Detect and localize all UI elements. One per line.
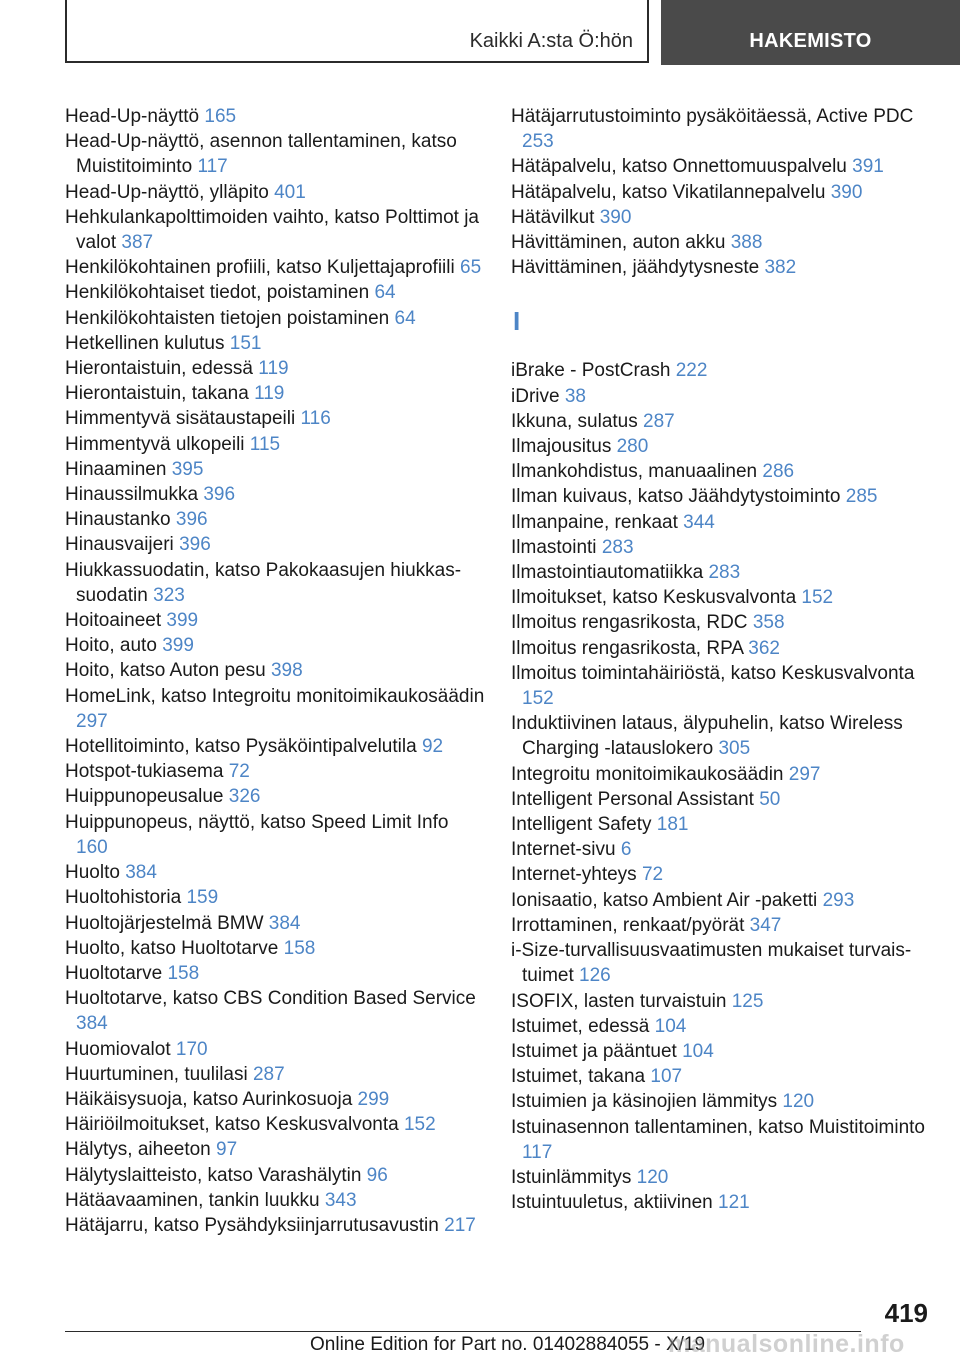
page-number: 419	[884, 1298, 928, 1328]
page-reference-link[interactable]: 358	[752, 612, 785, 634]
page-reference-link[interactable]: 347	[749, 914, 782, 936]
index-entry-text: Intelligent Personal Assistant	[511, 788, 754, 810]
chapter-tab	[661, 0, 960, 65]
index-entry-text: Hoito, auto	[65, 635, 157, 657]
index-entry	[511, 938, 931, 988]
page-reference-link[interactable]: 399	[166, 610, 199, 632]
page-reference-link[interactable]: 152	[522, 688, 554, 710]
index-entry-text: Henkilökohtaiset tiedot, poistaminen	[65, 282, 370, 304]
index-entry-text: Ilmoitus rengasrikosta, RDC	[511, 612, 748, 634]
page-reference-link[interactable]: 326	[228, 786, 261, 808]
watermark-logo: manualsonline.info	[668, 1330, 905, 1358]
index-entry	[511, 535, 931, 560]
page-reference-link[interactable]: 117	[522, 1141, 553, 1163]
index-entry-text: Himmentyvä ulkopeili	[65, 433, 245, 455]
page-reference-link[interactable]: 362	[748, 637, 780, 659]
index-entry	[65, 280, 485, 305]
index-entry-text: HomeLink, katso Integroitu monitoimikaukosäädin	[65, 685, 485, 707]
page-reference-link[interactable]: 158	[167, 962, 200, 984]
index-entry-text: Huoltojärjestelmä BMW	[65, 912, 264, 934]
index-entry	[65, 356, 485, 381]
index-entry	[511, 913, 931, 938]
index-entry	[511, 255, 931, 280]
index-entry-text: Huurtuminen, tuulilasi	[65, 1063, 248, 1085]
index-entry	[511, 358, 931, 383]
page-reference-link[interactable]: 391	[852, 156, 884, 178]
index-entry	[65, 482, 485, 507]
page-reference-link[interactable]: 152	[801, 587, 834, 609]
index-entry	[511, 230, 931, 255]
index-entry-text: Häiriöilmoitukset, katso Keskusvalvonta	[65, 1114, 399, 1136]
index-entry	[65, 1062, 485, 1087]
index-entry-text: Huippunopeusalue	[65, 786, 224, 808]
index-entry-text: Huomiovalot	[65, 1038, 171, 1060]
index-entry	[511, 837, 931, 862]
page-reference-link[interactable]: 396	[203, 484, 236, 506]
index-entry-text: Huoltotarve	[65, 962, 163, 984]
index-entry-text: Istuimien ja käsinojien lämmitys	[511, 1091, 778, 1113]
page-reference-link[interactable]: 395	[171, 458, 204, 480]
index-entry	[65, 507, 485, 532]
page-reference-link[interactable]: 72	[641, 864, 664, 886]
index-entry	[65, 104, 485, 129]
index-entry-text: Hätävilkut	[511, 206, 595, 228]
page-reference-link[interactable]: 222	[675, 360, 708, 382]
page-reference-link[interactable]: 390	[599, 206, 632, 228]
page-reference-link[interactable]: 287	[252, 1063, 285, 1085]
index-entry	[511, 610, 931, 635]
index-entry	[511, 812, 931, 837]
index-entry-text: Head-Up-näyttö, asennon tallentaminen, katso Muistitoiminto	[65, 131, 457, 178]
page-reference-link[interactable]: 115	[249, 433, 281, 455]
index-entry-text: Huoltohistoria	[65, 887, 182, 909]
index-entry	[511, 510, 931, 535]
index-entry-text: Hätäjarrutustoiminto pysäköitäessä, Active PDC	[511, 106, 914, 127]
index-entry	[511, 762, 931, 787]
index-entry	[65, 608, 485, 633]
index-entry-text: Hetkellinen kulutus	[65, 332, 225, 354]
index-entry	[511, 484, 931, 509]
index-entry-text: Ikkuna, sulatus	[511, 410, 638, 432]
index-entry	[65, 860, 485, 885]
index-entry-text: Hätäpalvelu, katso Vikatilannepalvelu	[511, 181, 826, 203]
index-entry-text: Ilmajousitus	[511, 436, 612, 458]
index-entry-text: Istuinasennon tallentaminen, katso Muistitoiminto	[511, 1116, 926, 1138]
index-entry-text: Ilman kuivaus, katso Jäähdytystoiminto	[511, 486, 841, 508]
page-reference-link[interactable]: 119	[254, 383, 285, 405]
page-reference-link[interactable]: 384	[125, 862, 157, 884]
index-entry-text: Head-Up-näyttö, ylläpito	[65, 181, 269, 203]
page-reference-link[interactable]: 297	[76, 710, 108, 732]
index-entry-text: Hoito, katso Auton pesu	[65, 660, 266, 682]
page-reference-link[interactable]: 65	[460, 257, 482, 279]
index-column-right	[511, 104, 931, 1215]
index-entry	[511, 1115, 931, 1165]
page-reference-link[interactable]: 396	[179, 534, 211, 556]
index-entry	[65, 432, 485, 457]
index-entry	[511, 1165, 931, 1190]
page-reference-link[interactable]: 120	[782, 1091, 815, 1113]
index-entry	[511, 989, 931, 1014]
index-entry-text: Hinaussilmukka	[65, 484, 199, 506]
page-reference-link[interactable]: 6	[620, 839, 632, 861]
page-reference-link[interactable]: 287	[643, 410, 675, 432]
index-entry-text: Ilmanpaine, renkaat	[511, 511, 678, 533]
index-entry	[65, 961, 485, 986]
index-entry	[65, 331, 485, 356]
index-entry	[511, 1039, 931, 1064]
index-entry-text: iDrive	[511, 385, 560, 407]
page-reference-link[interactable]: 398	[270, 660, 303, 682]
index-entry-text: Istuinlämmitys	[511, 1166, 632, 1188]
page-reference-link[interactable]: 170	[175, 1038, 208, 1060]
index-entry-text: Irrottaminen, renkaat/pyörät	[511, 914, 745, 936]
index-entry	[65, 885, 485, 910]
index-entry-text: Hävittäminen, auton akku	[511, 232, 726, 254]
page-reference-link[interactable]: 323	[153, 584, 185, 606]
page-reference-link[interactable]: 104	[654, 1015, 687, 1037]
index-entry	[511, 459, 931, 484]
index-group-i	[511, 358, 931, 1215]
index-entry-text: Istuimet, edessä	[511, 1015, 650, 1037]
index-entry	[511, 384, 931, 409]
index-entry-text: Henkilökohtainen profiili, katso Kuljettajaprofiili	[65, 257, 455, 279]
index-entry-text: Integroitu monitoimikaukosäädin	[511, 763, 784, 785]
index-entry	[511, 661, 931, 711]
index-entry-text: Hotspot-tukiasema	[65, 761, 224, 783]
page-reference-link[interactable]: 116	[300, 408, 331, 430]
page-reference-link[interactable]: 92	[421, 736, 444, 758]
index-entry	[511, 205, 931, 230]
page-reference-link[interactable]: 97	[216, 1139, 238, 1161]
index-entry-text: Ilmankohdistus, manuaalinen	[511, 461, 758, 483]
page-reference-link[interactable]: 158	[283, 937, 316, 959]
index-entry	[511, 585, 931, 610]
index-entry	[511, 434, 931, 459]
index-entry	[65, 180, 485, 205]
index-entry	[65, 759, 485, 784]
index-entry-text: Hehkulankapolttimoiden vaihto, katso Polttimot ja valot	[65, 206, 480, 254]
index-entry	[65, 457, 485, 482]
page-reference-link[interactable]: 297	[788, 763, 821, 785]
index-entry-text: Hinaustanko	[65, 509, 171, 531]
index-entry	[65, 255, 485, 280]
page-reference-link[interactable]: 217	[444, 1214, 476, 1236]
index-entry-text: Huolto, katso Huoltotarve	[65, 937, 279, 959]
index-entry-text: Hotellitoiminto, katso Pysäköintipalvelutila	[65, 736, 417, 758]
index-entry	[511, 862, 931, 887]
index-entry	[65, 381, 485, 406]
index-entry	[511, 888, 931, 913]
index-entry	[65, 205, 485, 255]
index-entry	[65, 1037, 485, 1062]
page-reference-link[interactable]: 151	[229, 332, 262, 354]
section-title: Kaikki A:sta Ö:hön	[469, 30, 633, 52]
index-entry	[65, 1112, 485, 1137]
section-header	[65, 0, 649, 63]
index-entry	[65, 684, 485, 734]
index-entry-text: Istuimet, takana	[511, 1066, 646, 1088]
index-entry	[511, 1190, 931, 1215]
index-entry	[65, 306, 485, 331]
index-entry	[65, 558, 485, 608]
page-reference-link[interactable]: 305	[718, 738, 751, 760]
index-entry-text: Huoltotarve, katso CBS Condition Based Service	[65, 988, 476, 1010]
index-entry	[65, 532, 485, 557]
edition-text: Online Edition for Part no. 01402884055 - X/19	[310, 1334, 706, 1355]
page-reference-link[interactable]: 285	[845, 486, 878, 508]
index-entry-text: Hätäjarru, katso Pysähdyksiinjarrutusavustin	[65, 1214, 439, 1236]
index-entry-text: Ilmoitus rengasrikosta, RPA	[511, 637, 743, 659]
index-entry-text: Henkilökohtaisten tietojen poistaminen	[65, 307, 390, 329]
index-entry	[511, 409, 931, 434]
page-reference-link[interactable]: 283	[708, 562, 741, 584]
index-entry-text: Huolto	[65, 862, 120, 884]
page-reference-link[interactable]: 126	[579, 965, 611, 987]
page-reference-link[interactable]: 152	[403, 1114, 436, 1136]
page-reference-link[interactable]: 390	[830, 181, 863, 203]
index-entry	[511, 636, 931, 661]
page-reference-link[interactable]: 117	[197, 156, 228, 178]
index-entry-text: Ilmastointi	[511, 536, 597, 558]
index-entry-text: Internet-sivu	[511, 839, 616, 861]
page-reference-link[interactable]: 121	[718, 1192, 750, 1214]
index-entry-text: Head-Up-näyttö	[65, 106, 200, 127]
page-reference-link[interactable]: 384	[268, 912, 301, 934]
page-reference-link[interactable]: 165	[204, 106, 237, 127]
page-reference-link[interactable]: 50	[759, 788, 781, 810]
index-entry	[65, 129, 485, 179]
page-reference-link[interactable]: 96	[366, 1164, 388, 1186]
index-entry-text: Hävittäminen, jäähdytysneste	[511, 257, 760, 279]
page-reference-link[interactable]: 343	[324, 1189, 357, 1211]
index-entry-text: i-Size-turvallisuusvaatimusten mukaiset turvaistuimet	[511, 940, 912, 987]
page-reference-link[interactable]: 104	[682, 1040, 714, 1062]
index-entry	[511, 560, 931, 585]
index-entry	[511, 711, 931, 761]
page-reference-link[interactable]: 396	[175, 509, 208, 531]
index-entry-text: Ilmoitus toimintahäiriöstä, katso Keskusvalvonta	[511, 662, 915, 684]
index-entry-text: ISOFIX, lasten turvaistuin	[511, 990, 727, 1012]
index-entry	[65, 1087, 485, 1112]
index-entry	[65, 784, 485, 809]
chapter-tab-label: HAKEMISTO	[749, 30, 872, 52]
page-reference-link[interactable]: 253	[522, 131, 554, 153]
page-reference-link[interactable]: 64	[374, 282, 396, 304]
page-reference-link[interactable]: 344	[683, 511, 715, 533]
index-entry	[65, 1137, 485, 1162]
index-entry	[511, 104, 931, 154]
index-entry-text: Hiukkassuodatin, katso Pakokaasujen hiukkassuodatin	[65, 559, 462, 606]
page-reference-link[interactable]: 283	[601, 536, 634, 558]
index-entry	[65, 734, 485, 759]
index-entry-text: Huippunopeus, näyttö, katso Speed Limit Info	[65, 811, 449, 833]
index-entry-text: Ilmastointiautomatiikka	[511, 562, 704, 584]
index-entry-text: Häikäisysuoja, katso Aurinkosuoja	[65, 1088, 353, 1110]
index-entry	[65, 1213, 485, 1238]
index-entry-text: Hälytys, aiheeton	[65, 1139, 211, 1161]
page-reference-link[interactable]: 160	[76, 836, 108, 858]
index-entry	[511, 1014, 931, 1039]
index-group-h-continued	[511, 104, 931, 280]
page-reference-link[interactable]: 64	[394, 307, 416, 329]
page-reference-link[interactable]: 120	[636, 1166, 669, 1188]
page-reference-link[interactable]: 293	[822, 889, 855, 911]
page-reference-link[interactable]: 384	[76, 1013, 108, 1035]
index-entry-text: Hinaaminen	[65, 458, 167, 480]
page-reference-link[interactable]: 119	[258, 358, 289, 380]
index-entry	[65, 1188, 485, 1213]
index-entry	[65, 936, 485, 961]
page-reference-link[interactable]: 159	[186, 887, 219, 909]
index-entry-text: Himmentyvä sisätaustapeili	[65, 408, 296, 430]
index-entry	[511, 1064, 931, 1089]
index-entry-text: Intelligent Safety	[511, 814, 652, 836]
index-entry-text: Ionisaatio, katso Ambient Air -paketti	[511, 889, 818, 911]
index-entry	[65, 406, 485, 431]
index-entry-text: Ilmoitukset, katso Keskusvalvonta	[511, 587, 797, 609]
index-entry	[65, 633, 485, 658]
page-reference-link[interactable]: 387	[121, 232, 154, 254]
index-column-left	[65, 104, 485, 1238]
index-entry	[65, 911, 485, 936]
index-entry	[65, 986, 485, 1036]
page-reference-link[interactable]: 399	[162, 635, 194, 657]
page-reference-link[interactable]: 382	[764, 257, 797, 279]
index-entry	[511, 180, 931, 205]
page-reference-link[interactable]: 107	[650, 1066, 683, 1088]
index-entry	[65, 1163, 485, 1188]
page-reference-link[interactable]: 72	[228, 761, 250, 783]
page-reference-link[interactable]: 181	[656, 814, 689, 836]
index-entry-text: Istuintuuletus, aktiivinen	[511, 1192, 713, 1214]
index-entry	[511, 1089, 931, 1114]
index-entry-text: Internet-yhteys	[511, 864, 637, 886]
index-entry	[511, 787, 931, 812]
index-entry-text: Hinausvaijeri	[65, 534, 174, 556]
index-entry-text: Induktiivinen lataus, älypuhelin, katso Wireless Charging -latauslokero	[511, 713, 903, 760]
index-entry-text: Hälytyslaitteisto, katso Varashälytin	[65, 1164, 362, 1186]
index-entry-text: Hätäavaaminen, tankin luukku	[65, 1189, 320, 1211]
index-entry-text: Hierontaistuin, edessä	[65, 358, 253, 380]
index-entry	[511, 154, 931, 179]
index-entry	[65, 810, 485, 860]
page-reference-link[interactable]: 401	[274, 181, 306, 203]
index-entry-text: Istuimet ja pääntuet	[511, 1040, 677, 1062]
page-reference-link[interactable]: 125	[731, 990, 764, 1012]
page-reference-link[interactable]: 299	[357, 1088, 390, 1110]
page-reference-link[interactable]: 388	[730, 232, 763, 254]
index-entry-text: Hierontaistuin, takana	[65, 383, 249, 405]
index-entry-text: iBrake - PostCrash	[511, 360, 671, 382]
page-reference-link[interactable]: 280	[616, 436, 649, 458]
page-reference-link[interactable]: 38	[564, 385, 586, 407]
index-entry-text: Hätäpalvelu, katso Onnettomuuspalvelu	[511, 156, 847, 178]
index-entry-text: Hoitoaineet	[65, 610, 162, 632]
index-entry	[65, 658, 485, 683]
page-reference-link[interactable]: 286	[762, 461, 795, 483]
section-letter: I	[513, 306, 521, 337]
